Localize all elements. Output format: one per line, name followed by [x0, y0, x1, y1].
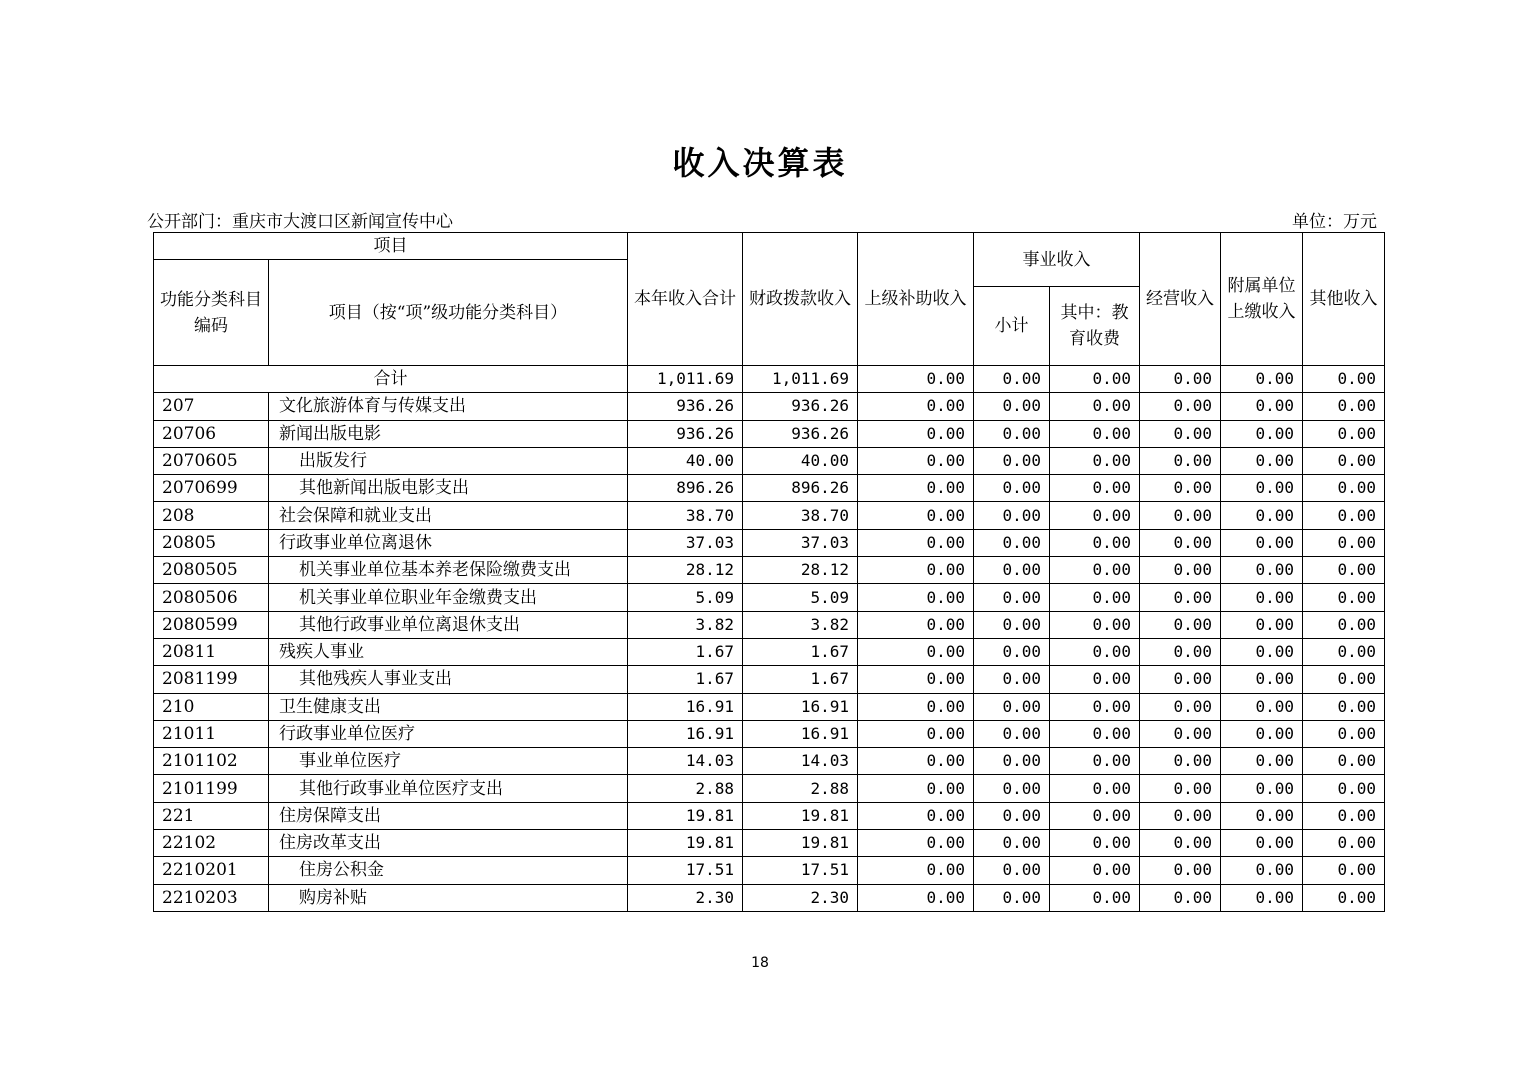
row-value: 0.00	[858, 529, 974, 556]
row-value: 19.81	[743, 830, 858, 857]
row-value: 0.00	[1050, 775, 1140, 802]
row-name: 住房改革支出	[269, 830, 628, 857]
row-value: 0.00	[1140, 720, 1221, 747]
row-value: 0.00	[858, 775, 974, 802]
row-value: 2.88	[743, 775, 858, 802]
row-name: 残疾人事业	[269, 638, 628, 665]
unit-label: 单位：万元	[1292, 212, 1377, 232]
row-value: 0.00	[1140, 884, 1221, 911]
row-code: 20706	[154, 420, 269, 447]
row-value: 0.00	[1221, 529, 1303, 556]
row-value: 0.00	[974, 720, 1050, 747]
total-value: 1,011.69	[628, 366, 743, 393]
table-row	[154, 638, 1385, 665]
row-value: 0.00	[974, 830, 1050, 857]
row-value: 0.00	[974, 611, 1050, 638]
row-value: 5.09	[628, 584, 743, 611]
row-value: 0.00	[1221, 584, 1303, 611]
total-value: 0.00	[1303, 366, 1385, 393]
row-value: 0.00	[1221, 611, 1303, 638]
row-name: 新闻出版电影	[269, 420, 628, 447]
table-row	[154, 502, 1385, 529]
row-name: 事业单位医疗	[269, 748, 628, 775]
row-code: 20811	[154, 638, 269, 665]
row-code: 2101102	[154, 748, 269, 775]
row-value: 0.00	[1050, 638, 1140, 665]
table-row	[154, 775, 1385, 802]
row-name: 机关事业单位基本养老保险缴费支出	[269, 557, 628, 584]
row-value: 0.00	[1050, 830, 1140, 857]
row-value: 0.00	[974, 557, 1050, 584]
row-name: 出版发行	[269, 447, 628, 474]
table-row	[154, 557, 1385, 584]
row-value: 0.00	[1221, 666, 1303, 693]
row-value: 0.00	[1221, 802, 1303, 829]
row-value: 3.82	[743, 611, 858, 638]
header-total: 本年收入合计	[628, 233, 743, 366]
row-name: 住房保障支出	[269, 802, 628, 829]
row-value: 0.00	[1303, 529, 1385, 556]
row-value: 0.00	[1303, 748, 1385, 775]
row-code: 20805	[154, 529, 269, 556]
row-value: 0.00	[974, 393, 1050, 420]
row-value: 0.00	[1221, 693, 1303, 720]
row-value: 0.00	[1303, 802, 1385, 829]
header-affiliated: 附属单位上缴收入	[1221, 233, 1303, 366]
row-name: 行政事业单位离退休	[269, 529, 628, 556]
row-value: 2.30	[743, 884, 858, 911]
row-code: 2210201	[154, 857, 269, 884]
row-value: 0.00	[1050, 693, 1140, 720]
row-value: 0.00	[1303, 666, 1385, 693]
row-code: 2081199	[154, 666, 269, 693]
row-name: 购房补贴	[269, 884, 628, 911]
row-name: 其他残疾人事业支出	[269, 666, 628, 693]
row-value: 0.00	[858, 666, 974, 693]
row-value: 0.00	[1050, 584, 1140, 611]
row-value: 0.00	[1140, 802, 1221, 829]
row-value: 0.00	[1221, 830, 1303, 857]
table-row	[154, 830, 1385, 857]
row-value: 0.00	[1303, 830, 1385, 857]
row-value: 896.26	[628, 475, 743, 502]
row-code: 2070699	[154, 475, 269, 502]
row-value: 0.00	[1221, 420, 1303, 447]
row-value: 0.00	[1140, 611, 1221, 638]
row-value: 14.03	[743, 748, 858, 775]
row-code: 2210203	[154, 884, 269, 911]
row-value: 0.00	[1303, 420, 1385, 447]
total-value: 0.00	[1221, 366, 1303, 393]
table-row	[154, 584, 1385, 611]
row-value: 0.00	[1303, 693, 1385, 720]
row-value: 0.00	[1140, 584, 1221, 611]
row-value: 19.81	[743, 802, 858, 829]
row-value: 0.00	[1140, 693, 1221, 720]
row-value: 2.88	[628, 775, 743, 802]
row-value: 0.00	[1221, 393, 1303, 420]
row-name: 社会保障和就业支出	[269, 502, 628, 529]
row-value: 0.00	[1140, 393, 1221, 420]
row-value: 0.00	[974, 802, 1050, 829]
table-row	[154, 420, 1385, 447]
row-value: 0.00	[1221, 502, 1303, 529]
row-value: 0.00	[1140, 830, 1221, 857]
table-row	[154, 857, 1385, 884]
row-name: 机关事业单位职业年金缴费支出	[269, 584, 628, 611]
row-value: 1.67	[743, 666, 858, 693]
row-code: 207	[154, 393, 269, 420]
table-row	[154, 693, 1385, 720]
table-row	[154, 884, 1385, 911]
row-code: 2080505	[154, 557, 269, 584]
header-education: 其中：教育收费	[1050, 287, 1140, 366]
row-value: 0.00	[1140, 420, 1221, 447]
row-value: 0.00	[858, 420, 974, 447]
row-value: 0.00	[974, 666, 1050, 693]
row-value: 0.00	[1303, 611, 1385, 638]
row-value: 0.00	[1221, 775, 1303, 802]
row-value: 37.03	[743, 529, 858, 556]
row-value: 0.00	[1303, 502, 1385, 529]
row-value: 0.00	[1221, 447, 1303, 474]
row-value: 896.26	[743, 475, 858, 502]
row-value: 0.00	[1050, 802, 1140, 829]
table-row	[154, 720, 1385, 747]
row-value: 16.91	[743, 693, 858, 720]
row-value: 5.09	[743, 584, 858, 611]
row-value: 0.00	[1303, 775, 1385, 802]
row-value: 0.00	[974, 693, 1050, 720]
row-value: 0.00	[1221, 557, 1303, 584]
row-name: 卫生健康支出	[269, 693, 628, 720]
row-value: 0.00	[1303, 475, 1385, 502]
row-value: 0.00	[1050, 557, 1140, 584]
row-name: 其他行政事业单位医疗支出	[269, 775, 628, 802]
row-value: 0.00	[1050, 884, 1140, 911]
table-row	[154, 748, 1385, 775]
row-value: 19.81	[628, 830, 743, 857]
row-value: 0.00	[1221, 638, 1303, 665]
total-value: 0.00	[1140, 366, 1221, 393]
row-value: 0.00	[974, 420, 1050, 447]
row-value: 0.00	[974, 584, 1050, 611]
row-value: 0.00	[974, 475, 1050, 502]
row-value: 14.03	[628, 748, 743, 775]
row-value: 0.00	[1221, 748, 1303, 775]
row-code: 221	[154, 802, 269, 829]
table-row	[154, 802, 1385, 829]
row-value: 0.00	[1050, 475, 1140, 502]
page-title: 收入决算表	[672, 144, 848, 182]
row-value: 19.81	[628, 802, 743, 829]
row-value: 0.00	[1140, 857, 1221, 884]
header-other: 其他收入	[1303, 233, 1385, 366]
row-name: 其他行政事业单位离退休支出	[269, 611, 628, 638]
row-name: 其他新闻出版电影支出	[269, 475, 628, 502]
row-value: 0.00	[858, 393, 974, 420]
total-row	[154, 366, 1385, 393]
row-value: 28.12	[628, 557, 743, 584]
row-value: 16.91	[743, 720, 858, 747]
row-code: 22102	[154, 830, 269, 857]
row-value: 1.67	[743, 638, 858, 665]
row-value: 0.00	[1221, 884, 1303, 911]
header-fiscal: 财政拨款收入	[743, 233, 858, 366]
row-code: 2101199	[154, 775, 269, 802]
row-value: 0.00	[974, 447, 1050, 474]
total-label: 合计	[154, 366, 628, 393]
total-value: 1,011.69	[743, 366, 858, 393]
row-value: 0.00	[1140, 666, 1221, 693]
income-table	[153, 232, 1385, 912]
row-value: 40.00	[628, 447, 743, 474]
table-row	[154, 475, 1385, 502]
row-name: 行政事业单位医疗	[269, 720, 628, 747]
row-value: 16.91	[628, 720, 743, 747]
row-value: 0.00	[858, 584, 974, 611]
table-row	[154, 529, 1385, 556]
row-value: 17.51	[628, 857, 743, 884]
row-value: 17.51	[743, 857, 858, 884]
table-body	[154, 366, 1385, 912]
row-value: 936.26	[628, 393, 743, 420]
row-value: 38.70	[743, 502, 858, 529]
row-value: 0.00	[858, 557, 974, 584]
row-value: 0.00	[858, 802, 974, 829]
row-value: 0.00	[858, 830, 974, 857]
row-value: 0.00	[1303, 393, 1385, 420]
row-value: 0.00	[974, 638, 1050, 665]
header-subtotal: 小计	[974, 287, 1050, 366]
row-value: 0.00	[974, 748, 1050, 775]
row-value: 0.00	[1221, 720, 1303, 747]
row-value: 0.00	[1221, 475, 1303, 502]
row-value: 37.03	[628, 529, 743, 556]
row-value: 0.00	[974, 884, 1050, 911]
row-value: 2.30	[628, 884, 743, 911]
row-value: 3.82	[628, 611, 743, 638]
row-value: 0.00	[858, 693, 974, 720]
total-value: 0.00	[858, 366, 974, 393]
row-code: 21011	[154, 720, 269, 747]
row-value: 0.00	[858, 884, 974, 911]
row-value: 0.00	[858, 720, 974, 747]
table-row	[154, 393, 1385, 420]
row-value: 0.00	[858, 748, 974, 775]
row-value: 936.26	[628, 420, 743, 447]
row-value: 0.00	[1303, 584, 1385, 611]
total-value: 0.00	[1050, 366, 1140, 393]
row-value: 0.00	[1303, 557, 1385, 584]
row-code: 210	[154, 693, 269, 720]
row-value: 0.00	[1050, 420, 1140, 447]
row-value: 0.00	[1050, 611, 1140, 638]
row-value: 1.67	[628, 666, 743, 693]
row-value: 40.00	[743, 447, 858, 474]
row-value: 0.00	[974, 529, 1050, 556]
row-value: 0.00	[858, 502, 974, 529]
row-value: 0.00	[1050, 529, 1140, 556]
row-value: 0.00	[1303, 857, 1385, 884]
row-value: 0.00	[1140, 775, 1221, 802]
header-name: 项目（按“项”级功能分类科目）	[269, 260, 628, 366]
row-value: 0.00	[1303, 447, 1385, 474]
row-value: 0.00	[858, 611, 974, 638]
table-row	[154, 611, 1385, 638]
row-value: 0.00	[1140, 529, 1221, 556]
row-value: 1.67	[628, 638, 743, 665]
row-value: 0.00	[974, 857, 1050, 884]
row-value: 0.00	[858, 638, 974, 665]
row-value: 0.00	[1140, 475, 1221, 502]
row-code: 208	[154, 502, 269, 529]
row-value: 0.00	[1140, 748, 1221, 775]
row-code: 2080599	[154, 611, 269, 638]
row-value: 0.00	[1050, 447, 1140, 474]
row-value: 0.00	[1050, 666, 1140, 693]
row-value: 0.00	[1221, 857, 1303, 884]
row-name: 住房公积金	[269, 857, 628, 884]
row-value: 0.00	[1303, 884, 1385, 911]
row-value: 0.00	[1303, 638, 1385, 665]
row-value: 0.00	[858, 857, 974, 884]
row-value: 0.00	[858, 447, 974, 474]
row-value: 936.26	[743, 393, 858, 420]
department-label: 公开部门：重庆市大渡口区新闻宣传中心	[147, 212, 453, 232]
row-value: 936.26	[743, 420, 858, 447]
row-value: 0.00	[1140, 638, 1221, 665]
row-value: 38.70	[628, 502, 743, 529]
row-value: 0.00	[1050, 502, 1140, 529]
page-number: 18	[751, 955, 769, 971]
header-project: 项目	[154, 233, 628, 260]
row-value: 0.00	[1140, 502, 1221, 529]
row-value: 0.00	[1303, 720, 1385, 747]
row-code: 2070605	[154, 447, 269, 474]
table-row	[154, 447, 1385, 474]
row-name: 文化旅游体育与传媒支出	[269, 393, 628, 420]
total-value: 0.00	[974, 366, 1050, 393]
row-value: 0.00	[1050, 720, 1140, 747]
row-value: 16.91	[628, 693, 743, 720]
table-row	[154, 666, 1385, 693]
row-value: 0.00	[1050, 857, 1140, 884]
row-value: 28.12	[743, 557, 858, 584]
header-operation: 经营收入	[1140, 233, 1221, 366]
row-value: 0.00	[974, 775, 1050, 802]
row-value: 0.00	[1140, 557, 1221, 584]
row-value: 0.00	[974, 502, 1050, 529]
row-value: 0.00	[1050, 393, 1140, 420]
row-code: 2080506	[154, 584, 269, 611]
row-value: 0.00	[1140, 447, 1221, 474]
row-value: 0.00	[1050, 748, 1140, 775]
header-business: 事业收入	[974, 233, 1140, 287]
header-superior: 上级补助收入	[858, 233, 974, 366]
header-code: 功能分类科目编码	[154, 260, 269, 366]
row-value: 0.00	[858, 475, 974, 502]
